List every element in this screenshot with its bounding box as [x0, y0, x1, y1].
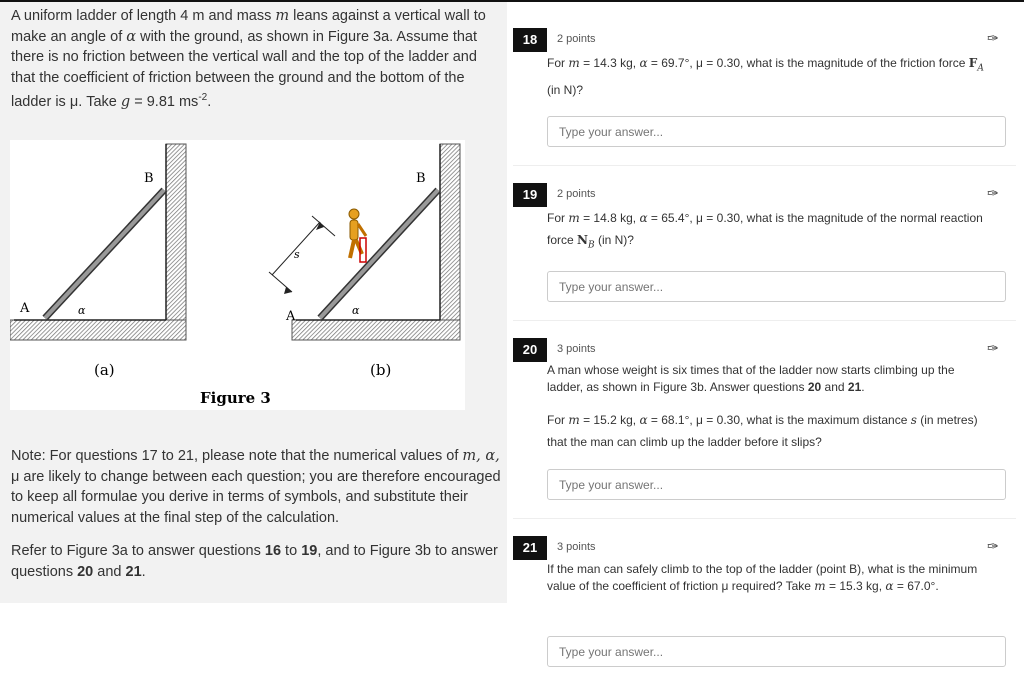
pin-icon[interactable]: ✑ — [987, 30, 999, 46]
t: (in N)? — [547, 83, 584, 98]
answer-input[interactable] — [547, 636, 1006, 667]
note-text — [11, 446, 501, 528]
var: s — [910, 413, 917, 427]
text: . — [141, 563, 146, 580]
text: . — [207, 93, 212, 110]
var: m — [568, 56, 580, 70]
text: to — [281, 543, 302, 559]
figure-3 — [10, 140, 465, 410]
text: Note: For questions 17 to 21, please note that the numerical values of — [11, 448, 463, 464]
question-text — [547, 409, 992, 453]
t: A man whose weight is six times that of the ladder now starts climbing up the ladder, as shown in Figure 3b. Answer questions — [547, 363, 955, 394]
figure-b — [269, 144, 460, 340]
question-text — [547, 52, 992, 101]
var: F — [968, 56, 978, 70]
var: m — [814, 579, 826, 593]
text: μ are likely to change between each question; you are therefore encouraged to keep all formulae you derive in terms of symbols, and substitute their numerical values at the final step of the calculation. — [11, 468, 501, 526]
q: 20 — [77, 563, 94, 580]
caption-b: (b) — [370, 361, 392, 379]
question-intro — [547, 362, 992, 396]
label-a: A — [20, 301, 30, 316]
label-s: s — [294, 248, 300, 261]
t: For — [547, 56, 569, 70]
var-g: g — [120, 93, 131, 110]
text: , and to Figure 3b to answer questions — [11, 543, 498, 580]
t: (in N)? — [594, 233, 634, 247]
var: α — [639, 211, 648, 225]
t: = 15.3 kg, — [825, 579, 886, 593]
divider — [513, 518, 1016, 519]
refer-text — [11, 541, 501, 582]
exponent: -2 — [198, 92, 208, 103]
var: α — [639, 413, 648, 427]
sub: B — [587, 240, 595, 251]
text: Refer to Figure 3a to answer questions — [11, 543, 265, 559]
text: A uniform ladder of length 4 m and mass — [11, 8, 276, 24]
label-alpha-a: α — [78, 304, 86, 317]
q: 21 — [847, 380, 862, 394]
text: and — [93, 563, 126, 580]
text: with the ground, as shown in Figure 3a. Assume that there is no friction between the vertical wall and the top of the ladder and that the coefficient of friction between the ground and the bottom of the ladder is μ. Take — [11, 28, 478, 110]
t: = 15.2 kg, — [579, 413, 640, 427]
question-number: 18 — [513, 28, 547, 52]
text: = 9.81 ms — [130, 93, 199, 110]
var: N — [577, 233, 588, 247]
answer-input[interactable] — [547, 271, 1006, 302]
ground-b — [292, 320, 460, 340]
q: 20 — [807, 380, 822, 394]
divider — [513, 165, 1016, 166]
pin-icon[interactable]: ✑ — [987, 340, 999, 356]
t: For — [547, 211, 569, 225]
t: and — [821, 380, 848, 394]
t: For — [547, 413, 569, 427]
t: = 67.0°. — [893, 579, 939, 593]
var: α — [885, 579, 894, 593]
var-alpha: α — [126, 28, 137, 45]
answer-input[interactable] — [547, 469, 1006, 500]
var: α — [639, 56, 648, 70]
label-b: B — [144, 171, 154, 186]
q: 19 — [301, 543, 318, 559]
question-text — [547, 207, 992, 256]
label-b-b: B — [416, 171, 426, 186]
ladder-diagram — [10, 140, 465, 410]
points-label: 3 points — [557, 343, 596, 355]
pin-icon[interactable]: ✑ — [987, 185, 999, 201]
points-label: 3 points — [557, 541, 596, 553]
divider — [513, 320, 1016, 321]
points-label: 2 points — [557, 33, 596, 45]
figure-a — [10, 144, 186, 340]
question-text — [547, 561, 992, 595]
label-a-b: A — [286, 309, 296, 324]
man-figure — [349, 209, 366, 262]
t: = 68.1°, μ = 0.30, what is the maximum distance — [647, 413, 911, 427]
wall-a — [166, 144, 186, 340]
t: = 14.3 kg, — [579, 56, 640, 70]
ground-a — [10, 320, 186, 340]
var: m — [568, 211, 580, 225]
t: = 65.4°, μ = 0.30, what is the magnitude of the normal reaction force — [547, 211, 983, 247]
question-number: 20 — [513, 338, 547, 362]
wall-b — [440, 144, 460, 340]
question-number: 19 — [513, 183, 547, 207]
question-number: 21 — [513, 536, 547, 560]
answer-input[interactable] — [547, 116, 1006, 147]
t: . — [861, 380, 865, 394]
var-m: m — [275, 8, 290, 24]
t: = 14.8 kg, — [579, 211, 640, 225]
text: leans against a vertical wall to make an angle of — [11, 8, 486, 45]
caption-a: (a) — [94, 361, 115, 379]
t: (in metres) that the man can climb up the ladder before it slips? — [547, 413, 978, 449]
t: If the man can safely climb to the top of the ladder (point B), what is the minimum value of the coefficient of friction μ required? Take — [547, 562, 978, 593]
t: = 69.7°, μ = 0.30, what is the magnitude of the friction force — [647, 56, 969, 70]
points-label: 2 points — [557, 188, 596, 200]
var: m — [568, 413, 580, 427]
sub: A — [977, 63, 984, 74]
pin-icon[interactable]: ✑ — [987, 538, 999, 554]
label-alpha-b: α — [352, 304, 360, 317]
problem-intro — [11, 6, 501, 112]
vars: m, α, — [462, 448, 500, 464]
q: 21 — [125, 563, 142, 580]
figure-title: Figure 3 — [200, 389, 271, 407]
q: 16 — [264, 543, 282, 559]
